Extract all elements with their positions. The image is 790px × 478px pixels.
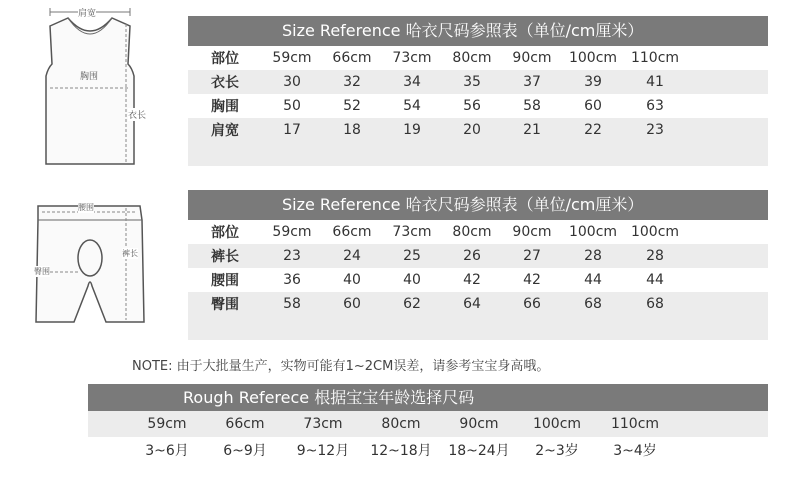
cell: 3~6月 — [145, 443, 189, 459]
shorts-illustration — [22, 196, 158, 330]
cell: 6~9月 — [223, 443, 267, 459]
table-row — [188, 268, 768, 292]
cell: 90cm — [512, 224, 552, 240]
cell: 20 — [463, 122, 481, 138]
shorts-size-table — [188, 190, 768, 340]
cell: 19 — [403, 122, 421, 138]
cell: 28 — [584, 248, 602, 264]
cell: 90cm — [459, 416, 499, 432]
cell: 23 — [283, 248, 301, 264]
cell: 59cm — [272, 50, 312, 66]
shoulder-width-label: 肩宽 — [78, 6, 96, 19]
cell: 27 — [523, 248, 541, 264]
cell: 73cm — [392, 50, 432, 66]
cell: 80cm — [452, 50, 492, 66]
cell: 62 — [403, 296, 421, 312]
shorts-drawing — [22, 196, 158, 330]
note-text: NOTE: 由于大批量生产，实物可能有1~2CM误差，请参考宝宝身高哦。 — [132, 359, 550, 374]
cell: 部位 — [211, 51, 239, 67]
cell: 17 — [283, 122, 301, 138]
cell: 44 — [646, 272, 664, 288]
cell: 58 — [283, 296, 301, 312]
cell: 12~18月 — [370, 443, 432, 459]
table-header-row — [188, 220, 768, 244]
cell: 66cm — [225, 416, 265, 432]
cell: 80cm — [381, 416, 421, 432]
cell: 36 — [283, 272, 301, 288]
table-title: Rough Referece 根据宝宝年龄选择尺码 — [88, 384, 768, 411]
cell: 22 — [584, 122, 602, 138]
table-row — [188, 292, 768, 316]
vest-illustration — [20, 4, 160, 174]
cell: 18 — [343, 122, 361, 138]
cell: 80cm — [452, 224, 492, 240]
cell: 2~3岁 — [535, 443, 579, 459]
pant-length-label: 裤长 — [122, 249, 138, 258]
cell: 100cm — [568, 50, 618, 66]
cell: 66cm — [332, 224, 372, 240]
cell: 73cm — [303, 416, 343, 432]
cell: 18~24月 — [448, 443, 510, 459]
vest-size-table — [188, 16, 768, 166]
table-header-row — [188, 46, 768, 70]
cell: 59cm — [272, 224, 312, 240]
cell: 衣长 — [211, 75, 239, 91]
cell: 100cm — [630, 224, 680, 240]
cell: 23 — [646, 122, 664, 138]
vest-drawing — [20, 4, 160, 174]
cell: 胸围 — [211, 99, 239, 115]
cell: 110cm — [630, 50, 680, 66]
cell: 52 — [343, 98, 361, 114]
cell: 90cm — [512, 50, 552, 66]
cell: 9~12月 — [296, 443, 350, 459]
cell: 32 — [343, 74, 361, 90]
table-footer-band — [188, 316, 768, 340]
cell: 腰围 — [211, 273, 239, 289]
cell: 26 — [463, 248, 481, 264]
cell: 66cm — [332, 50, 372, 66]
cell: 56 — [463, 98, 481, 114]
cell: 54 — [403, 98, 421, 114]
cell: 28 — [646, 248, 664, 264]
table-row — [188, 118, 768, 142]
age-row — [88, 437, 768, 463]
cell: 3~4岁 — [613, 443, 657, 459]
hip-label: 臀围 — [34, 267, 50, 276]
cell: 64 — [463, 296, 481, 312]
cell: 39 — [584, 74, 602, 90]
table-footer-band — [188, 142, 768, 166]
waist-label: 腰围 — [78, 203, 94, 212]
cell: 24 — [343, 248, 361, 264]
cell: 41 — [646, 74, 664, 90]
table-title: Size Reference 哈衣尺码参照表（单位/cm厘米） — [188, 190, 768, 220]
cell: 25 — [403, 248, 421, 264]
size-row — [88, 411, 768, 437]
cell: 58 — [523, 98, 541, 114]
cell: 68 — [646, 296, 664, 312]
length-label: 衣长 — [128, 108, 146, 121]
cell: 肩宽 — [211, 123, 239, 139]
cell: 部位 — [211, 225, 239, 241]
cell: 21 — [523, 122, 541, 138]
chest-label: 胸围 — [80, 72, 99, 82]
cell: 100cm — [532, 416, 582, 432]
cell: 42 — [463, 272, 481, 288]
table-row — [188, 94, 768, 118]
table-row — [188, 244, 768, 268]
cell: 66 — [523, 296, 541, 312]
cell: 臀围 — [211, 297, 239, 313]
cell: 40 — [343, 272, 361, 288]
cell: 42 — [523, 272, 541, 288]
table-row — [188, 70, 768, 94]
cell: 30 — [283, 74, 301, 90]
cell: 59cm — [147, 416, 187, 432]
cell: 60 — [584, 98, 602, 114]
cell: 73cm — [392, 224, 432, 240]
cell: 110cm — [610, 416, 660, 432]
cell: 34 — [403, 74, 421, 90]
cell: 68 — [584, 296, 602, 312]
cell: 50 — [283, 98, 301, 114]
cell: 37 — [523, 74, 541, 90]
rough-reference-table — [88, 384, 768, 463]
cell: 40 — [403, 272, 421, 288]
cell: 35 — [463, 74, 481, 90]
cell: 裤长 — [211, 249, 239, 265]
cell: 44 — [584, 272, 602, 288]
cell: 60 — [343, 296, 361, 312]
cell: 63 — [646, 98, 664, 114]
cell: 100cm — [568, 224, 618, 240]
table-title: Size Reference 哈衣尺码参照表（单位/cm厘米） — [188, 16, 768, 46]
